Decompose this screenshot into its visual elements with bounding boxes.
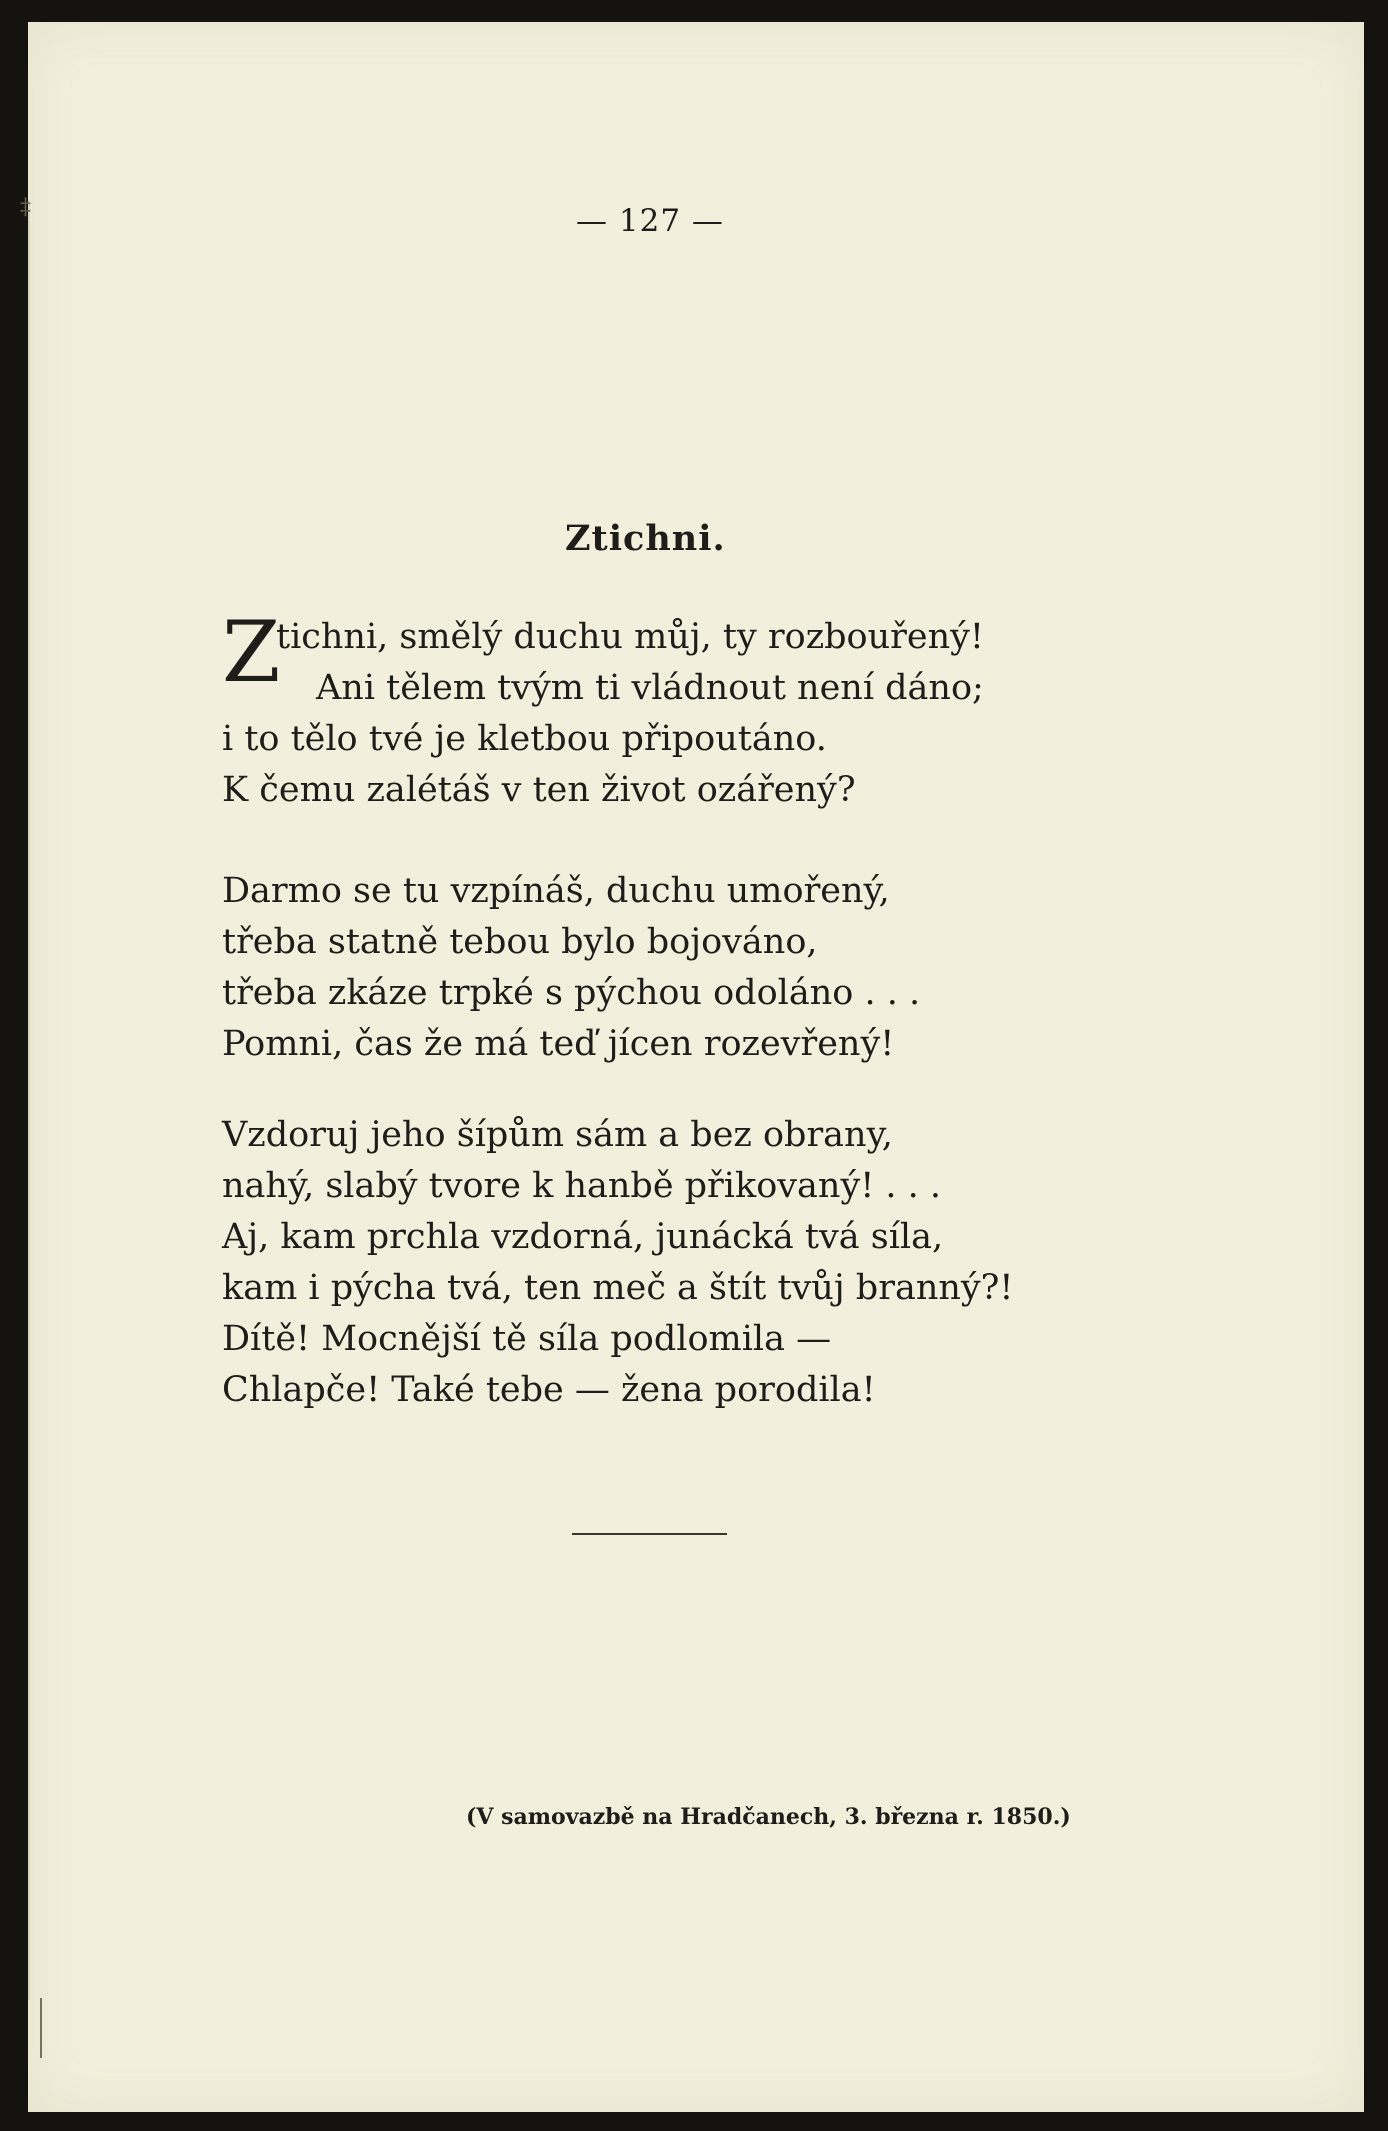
poem-line: nahý, slabý tvore k hanbě přikovaný! . . . <box>222 1166 942 1206</box>
drop-cap-letter: Z <box>222 603 281 701</box>
footnote-dateline: (V samovazbě na Hradčanech, 3. března r. 1850.) <box>466 1804 1071 1830</box>
margin-mark-icon: ‡ <box>20 195 31 220</box>
poem-line: kam i pýcha tvá, ten meč a štít tvůj branný?! <box>222 1268 1014 1308</box>
poem-line: Pomni, čas že má teď jícen rozevřený! <box>222 1024 895 1064</box>
paper-sheet <box>28 22 1364 2112</box>
poem-line: Chlapče! Také tebe — žena porodila! <box>222 1370 876 1410</box>
section-divider <box>572 1533 727 1535</box>
poem-line: třeba statně tebou bylo bojováno, <box>222 922 818 962</box>
poem-line: tichni, smělý duchu můj, ty rozbouřený! <box>276 617 984 657</box>
poem-title: Ztichni. <box>565 518 726 559</box>
poem-line: Ani tělem tvým ti vládnout není dáno; <box>316 668 984 708</box>
poem-line: i to tělo tvé je kletbou připoutáno. <box>222 719 827 759</box>
poem-line: Darmo se tu vzpínáš, duchu umořený, <box>222 871 890 911</box>
poem-line: Aj, kam prchla vzdorná, junácká tvá síla, <box>222 1217 944 1257</box>
poem-line: Dítě! Mocnější tě síla podlomila — <box>222 1319 832 1359</box>
poem-line: třeba zkáze trpké s pýchou odoláno . . . <box>222 973 921 1013</box>
page-number: — 127 — <box>576 203 724 239</box>
poem-line: Vzdoruj jeho šípům sám a bez obrany, <box>222 1115 893 1155</box>
poem-line: K čemu zalétáš v ten život ozářený? <box>222 770 856 810</box>
margin-mark-line <box>40 1998 42 2058</box>
page-gutter-shadow <box>28 200 30 2000</box>
